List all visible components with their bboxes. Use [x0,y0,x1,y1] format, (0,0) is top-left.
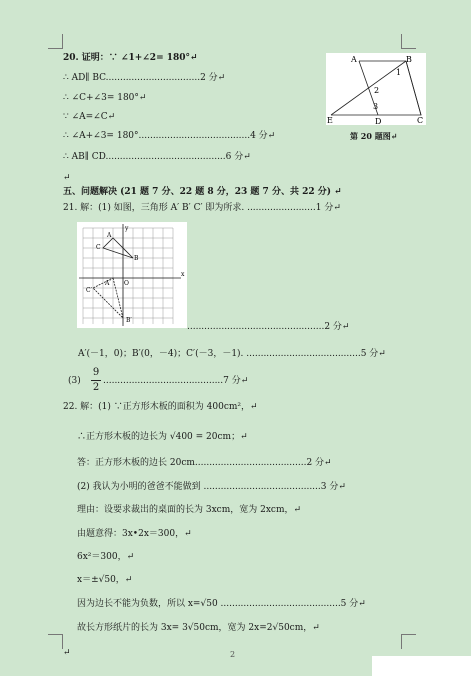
q20-label-c: C [417,116,424,125]
crop-mark-top-left [48,34,63,49]
q21-after-grid: ................................................2 分↵ [187,322,350,332]
q22-line-1: 22. 解：(1) ∵正方形木板的面积为 400cm²，↵ [63,402,258,412]
q20-label-2: 2 [374,86,380,95]
q20-label-e: E [327,116,333,125]
q20-step-2: ∴ ∠C+∠3= 180°↵ [63,93,147,103]
q21-coordinate-grid [77,222,187,328]
q21-axis-y-label: y [125,225,129,232]
q22-line-6: 由题意得：3x•2x＝300，↵ [77,529,192,539]
q21-origin-label: O [124,280,129,287]
q22-line-8: x＝±√50，↵ [77,575,133,585]
q20-title: 20. 证明：∵ ∠1+∠2= 180°↵ [63,53,198,63]
section-5-title: 五、问题解决 (21 题 7 分、22 题 8 分，23 题 7 分、共 22 分) ↵ [63,187,342,197]
crop-mark-bottom-left [48,634,63,649]
q20-label-d: D [375,117,382,125]
q20-label-a: A [351,55,357,64]
q20-label-3: 3 [373,102,379,111]
crop-mark-bottom-right [401,634,416,649]
q21-grid-figure [77,222,187,328]
q20-label-b: B [406,55,412,64]
q22-line-9: 因为边长不能为负数，所以 x=√50 ..........................................5 分↵ [77,599,366,609]
q21-line-1: 21. 解：(1) 如图，三角形 A′ B′ C′ 即为所求. ........................1 分↵ [63,203,341,213]
q21-point-b-prime-label: B′ [126,317,132,324]
q21-point-c-prime-label: C′ [86,287,92,294]
corner-blank-area [372,656,471,676]
footer-paragraph-mark: ↵ [63,648,71,658]
q20-step-3: ∵ ∠A=∠C↵ [63,112,116,122]
page-number: 2 [230,650,236,659]
q21-part3-tail: ..........................................7 分↵ [103,376,249,386]
q22-line-10: 故长方形纸片的长为 3x= 3√50cm，宽为 2x=2√50cm，↵ [77,623,320,633]
q20-step-1: ∴ AD∥ BC.................................2 分↵ [63,73,226,83]
q20-step-4: ∴ ∠A+∠3= 180°.......................................4 分↵ [63,131,276,141]
q22-line-5: 理由：设要求裁出的桌面的长为 3xcm，宽为 2xcm，↵ [77,505,302,515]
q21-part3-numerator: 9 [92,367,100,378]
q20-figure-caption: 第 20 题图↵ [350,131,398,141]
q20-figure-diagram [326,53,426,125]
q21-axis-x-label: x [181,271,185,278]
q21-point-a-prime-label: A′ [105,280,111,287]
q21-part3-denominator: 2 [92,382,100,393]
q21-point-b-label: B [134,255,139,262]
q21-part3-fraction-bar [91,380,101,381]
q20-label-1: 1 [396,68,402,77]
q21-point-a-label: A [107,232,112,239]
q22-line-4: (2) 我认为小明的爸爸不能做到 .........................................3 分↵ [77,482,346,492]
q20-step-5: ∴ AB∥ CD..........................................6 分↵ [63,152,251,162]
q21-point-c-label: C [96,244,101,251]
q21-coords: A′(－1，0)；B′(0，－4)；C′(－3，－1). ........................................5 分↵ [78,349,386,359]
q21-part3-label: (3) [68,376,81,386]
q22-line-7: 6x²＝300，↵ [77,552,135,562]
q22-line-3: 答：正方形木板的边长 20cm.......................................2 分↵ [77,458,332,468]
crop-mark-top-right [401,34,416,49]
q20-figure [326,53,426,125]
q20-blank: ↵ [63,173,71,183]
q22-line-2: ∴正方形木板的边长为 √400 = 20cm；↵ [77,432,248,442]
